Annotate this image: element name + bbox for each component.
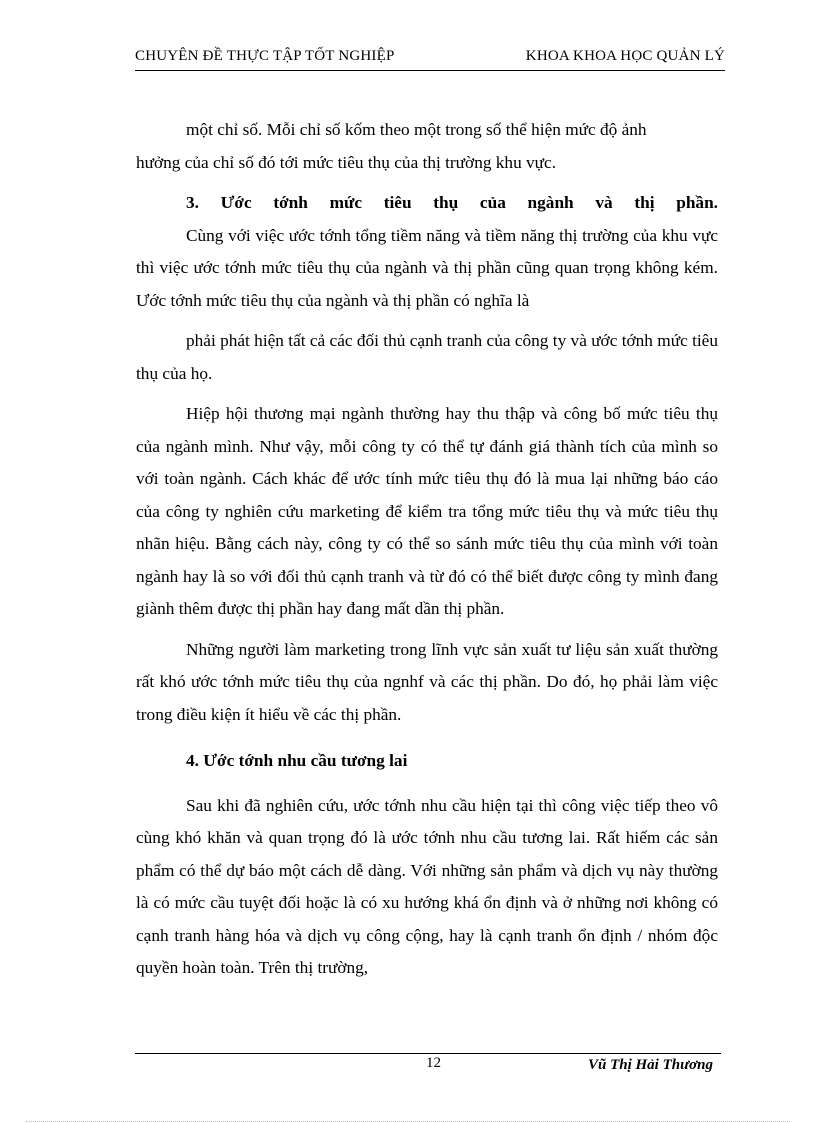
header-left-title: CHUYÊN ĐỀ THỰC TẬP TỐT NGHIỆP <box>135 48 395 64</box>
section-heading-4: 4. Ước tớnh nhu cầu tương lai <box>186 751 408 770</box>
page-number: 12 <box>426 1055 441 1071</box>
paragraph-line: hưởng của chỉ số đó tới mức tiêu thụ của thị trường khu vực. <box>136 152 557 172</box>
paragraph: Những người làm marketing trong lĩnh vực sản xuất tư liệu sản xuất thường rất khó ước tớnh mức tiêu thụ của ngnhf và các thị phần. Do đó, họ phải làm việc trong điều kiện ít hiểu về các thị phần. <box>136 639 718 724</box>
paragraph: Sau khi đã nghiên cứu, ước tớnh nhu cầu hiện tại thì công việc tiếp theo vô cùng khó khăn và quan trọng đó là ước tớnh nhu cầu tương lai. Rất hiếm các sản phẩm có thể dự báo một cách dễ dàng. Với những sản phẩm và dịch vụ này thường là có mức cầu tuyệt đối hoặc là có xu hướng khá ổn định và ở những nơi không có cạnh tranh hàng hóa và dịch vụ công cộng, hay là cạnh tranh ổn định / nhóm độc quyền hoàn toàn. Trên thị trường, <box>136 795 718 977</box>
section-heading-3: 3. Ước tớnh mức tiêu thụ của ngành và thị phần. <box>186 193 718 212</box>
footer-author: Vũ Thị Hải Thương <box>588 1057 713 1073</box>
paragraph: Hiệp hội thương mại ngành thường hay thu thập và công bố mức tiêu thụ của ngành mình. Như vậy, mỗi công ty có thể tự đánh giá thành tích của mình so với toàn ngành. Cách khác để ước tính mức tiêu thụ đó là mua lại những báo cáo của công ty nghiên cứu marketing để kiểm tra tổng mức tiêu thụ và mức tiêu thụ nhãn hiệu. Bằng cách này, công ty có thể so sánh mức tiêu thụ của mình với toàn ngành hay là so với đối thủ cạnh tranh và từ đó có thể biết được công ty mình đang giành thêm được thị phần hay đang mất dần thị phần. <box>136 404 718 618</box>
header-right-title: KHOA KHOA HỌC QUẢN LÝ <box>525 48 725 64</box>
paragraph: Cùng với việc ước tớnh tổng tiềm năng và tiềm năng thị trường của khu vực thì việc ước tớnh mức tiêu thụ của ngành và thị phần cũng quan trọng không kém. Ước tớnh mức tiêu thụ của ngành và thị phần có nghĩa là <box>136 225 718 310</box>
paragraph-line: một chỉ số. Mỗi chỉ số kốm theo một trong số thể hiện mức độ ảnh <box>186 120 647 139</box>
paragraph: phải phát hiện tất cả các đối thủ cạnh tranh của công ty và ước tớnh mức tiêu thụ của họ. <box>136 331 718 383</box>
header-rule <box>135 70 725 71</box>
footer-rule <box>135 1053 721 1054</box>
page-content <box>136 114 718 985</box>
page-bottom-edge <box>26 1121 790 1122</box>
